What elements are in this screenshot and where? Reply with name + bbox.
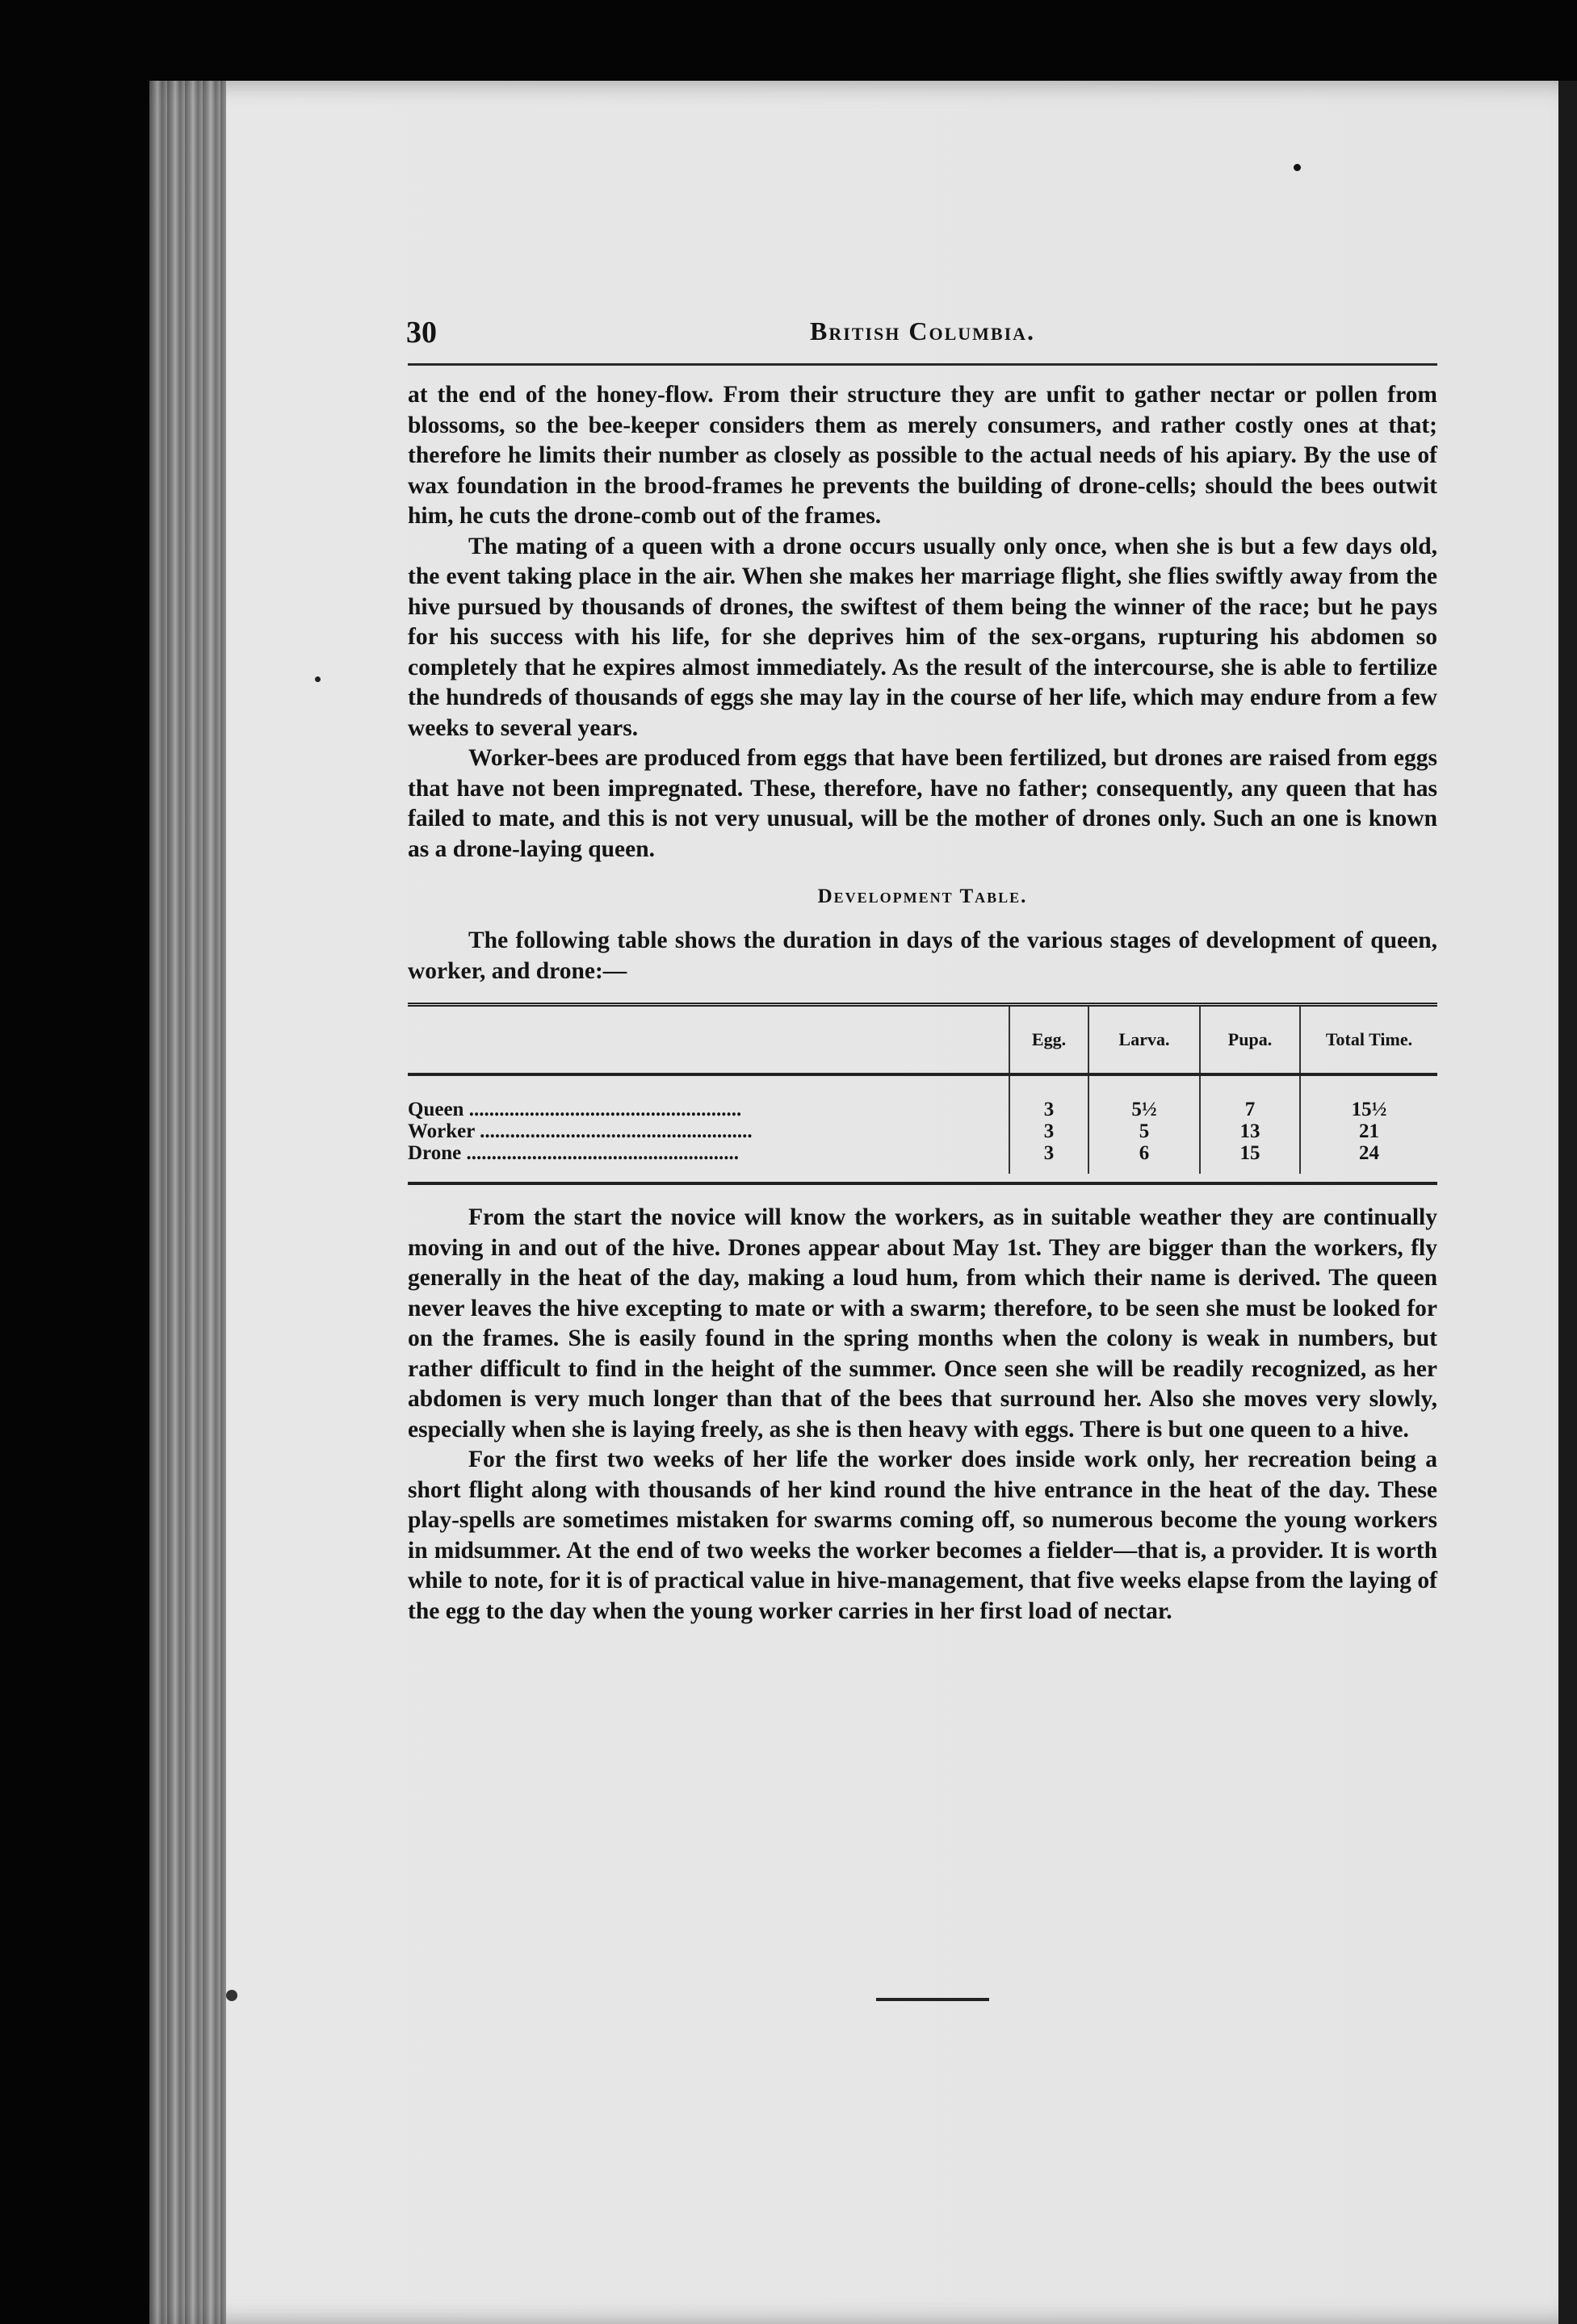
- ink-speck: [1294, 164, 1301, 171]
- table-cell: 3: [1009, 1120, 1088, 1142]
- row-label: Drone: [408, 1142, 462, 1164]
- table-cell: 6: [1088, 1142, 1200, 1174]
- end-rule: [876, 1998, 989, 2001]
- table-cell: 5: [1088, 1120, 1200, 1142]
- body-paragraph: For the first two weeks of her life the worker does inside work only, her recreation being a short flight along with thousands of her kind round the hive entrance in the heat of the day. These play-spells are sometimes mistaken for swarms coming off, so numerous become the young workers in midsummer. At the end of two weeks the worker becomes a fielder—that is, a provider. It is worth while to note, for it is of practical value in hive-management, that five weeks elapse from the laying of the egg to the day when the young worker carries in her first load of nectar.: [408, 1447, 1437, 1624]
- row-label: Worker: [408, 1120, 475, 1142]
- body-paragraph: From the start the novice will know the workers, as in suitable weather they are continually moving in and out of the hive. Drones appear about May 1st. They are bigger than the workers, fly generally in the heat of the day, making a loud hum, from which their name is derived. The queen never leaves the hive excepting to mate or with a swarm; therefore, to be seen she must be looked for on the frames. She is easily found in the spring months when the colony is weak in numbers, but rather difficult to find in the height of the summer. Once seen she will be readily recognized, as her abdomen is very much longer than that of the bees that surround her. Also she moves very slowly, especially when she is laying freely, as she is then heavy with eggs. There is but one queen to a hive.: [408, 1204, 1437, 1443]
- table-header-cell: Pupa.: [1200, 1007, 1300, 1074]
- table-cell: 13: [1200, 1120, 1300, 1142]
- table-cell: 3: [1009, 1074, 1088, 1120]
- table-intro-paragraph: The following table shows the duration in days of the various stages of development of queen, worker, and drone:—: [408, 928, 1437, 984]
- table-cell: 21: [1300, 1120, 1437, 1142]
- table-cell: 15: [1200, 1142, 1300, 1174]
- row-label-cell: [408, 1120, 1009, 1142]
- development-table: [408, 1007, 1437, 1174]
- table-row: [408, 1074, 1437, 1120]
- table-header-blank: [408, 1007, 1009, 1074]
- table-row: [408, 1142, 1437, 1174]
- body-paragraph: The mating of a queen with a drone occurs usually only once, when she is but a few days old, the event taking place in the air. When she makes her marriage flight, she flies swiftly away from the hive pursued by thousands of drones, the swiftest of them being the winner of the race; but he pays for his success with his life, for she deprives him of the sex-organs, rupturing his abdomen so completely that he expires almost immediately. As the result of the intercourse, she is able to fertilize the hundreds of thousands of eggs she may lay in the course of her life, which may endure from a few weeks to several years.: [408, 533, 1437, 741]
- development-table-frame: [408, 1003, 1437, 1185]
- ink-speck: [226, 1990, 237, 2001]
- running-head: [408, 315, 1437, 366]
- page-number: 30: [406, 316, 437, 350]
- running-title: British Columbia.: [809, 316, 1036, 345]
- leader-dots: ......................................................: [466, 1142, 739, 1164]
- ink-speck: [315, 676, 321, 682]
- table-header-cell: Larva.: [1088, 1007, 1200, 1074]
- page-right-edge: [1558, 81, 1577, 2324]
- table-header-cell: Egg.: [1009, 1007, 1088, 1074]
- section-heading: Development Table.: [817, 886, 1028, 907]
- table-row: [408, 1120, 1437, 1142]
- page-content: [408, 315, 1437, 1627]
- table-header-row: [408, 1007, 1437, 1074]
- page-binding-edge: [149, 81, 226, 2324]
- table-cell: 24: [1300, 1142, 1437, 1174]
- table-cell: 5½: [1088, 1074, 1200, 1120]
- row-label-cell: [408, 1074, 1009, 1120]
- table-cell: 15½: [1300, 1074, 1437, 1120]
- table-cell: 7: [1200, 1074, 1300, 1120]
- table-cell: 3: [1009, 1142, 1088, 1174]
- body-paragraph: at the end of the honey-flow. From their structure they are unfit to gather nectar or pollen from blossoms, so the bee-keeper considers them as merely consumers, and rather costly ones at that; therefore he limits their number as closely as possible to the actual needs of his apiary. By the use of wax foundation in the brood-frames he prevents the building of drone-cells; should the bees outwit him, he cuts the drone-comb out of the frames.: [408, 382, 1437, 529]
- leader-dots: ......................................................: [468, 1099, 742, 1120]
- row-label: Queen: [408, 1099, 464, 1120]
- body-paragraph: Worker-bees are produced from eggs that have been fertilized, but drones are raised from eggs that have not been impregnated. These, therefore, have no father; consequently, any queen that has failed to mate, and this is not very unusual, will be the mother of drones only. Such an one is known as a drone-laying queen.: [408, 745, 1437, 862]
- table-header-cell: Total Time.: [1300, 1007, 1437, 1074]
- leader-dots: ......................................................: [480, 1120, 753, 1142]
- row-label-cell: [408, 1142, 1009, 1174]
